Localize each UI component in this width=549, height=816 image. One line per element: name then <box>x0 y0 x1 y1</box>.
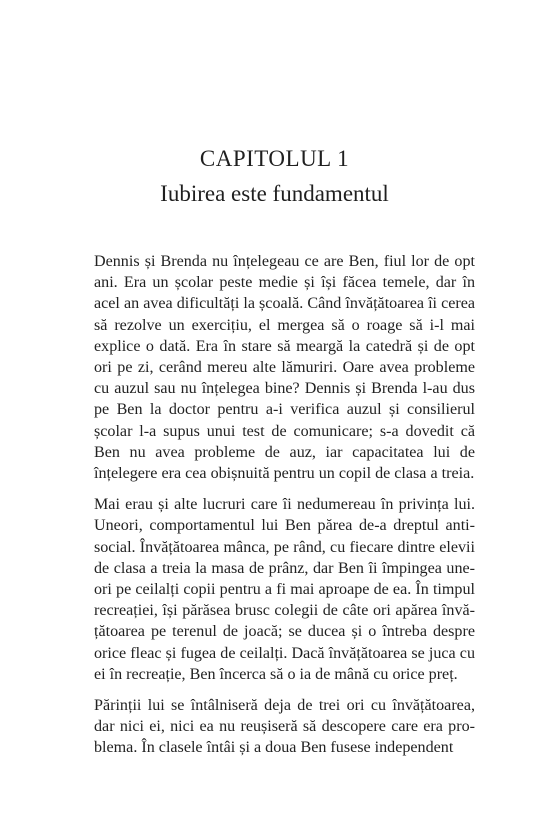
chapter-number: CAPITOLUL 1 <box>199 146 350 171</box>
chapter-title: Iubirea este fundamentul <box>160 181 389 206</box>
paragraph: Dennis și Brenda nu înțelegeau ce are Ben, fiul lor de opt ani. Era un școlar peste medie și își făcea temele, dar în acel an avea dificultăți la școală. Când învățătoarea îi cerea să rezolve un exercițiu, el mergea să o roage să i-l mai explice o dată. Era în stare să meargă la catedră și de opt ori pe zi, cerând mereu alte lămuriri. Oare avea probleme cu auzul sau nu înțelegea bine? Dennis și Brenda l-au dus pe Ben la doctor pentru a-i verifica auzul și consilierul școlar l-a supus unui test de comunicare; s-a dovedit că Ben nu avea probleme de auz, iar capacitatea lui de înțelegere era cea obișnuită pentru un copil de clasa a treia. <box>94 253 475 483</box>
paragraph: Mai erau și alte lucruri care îi nedumereau în privința lui. Uneori, comportamentul lui Ben părea de-a dreptul anti-social. Învățătoarea mânca, pe rând, cu fiecare dintre elevii de clasa a treia la masa de prânz, dar Ben îi împingea une-ori pe ceilalți copii pentru a fi mai aproape de ea. În timpul recreației, își părăsea brusc colegii de câte ori apărea învă-țătoarea pe terenul de joacă; se ducea și o întreba despre orice fleac și fugea de ceilalți. Dacă învățătoarea se juca cu ei în recreație, Ben încerca să o ia de mână cu orice preț. <box>94 496 475 683</box>
paragraph: Părinții lui se întâlniseră deja de trei ori cu învățătoarea, dar nici ei, nici ea nu reușiseră să descopere care era pro-blema. În clasele întâi și a doua Ben fusese independent <box>94 697 475 757</box>
chapter-body <box>94 251 475 759</box>
chapter-heading <box>0 144 549 210</box>
